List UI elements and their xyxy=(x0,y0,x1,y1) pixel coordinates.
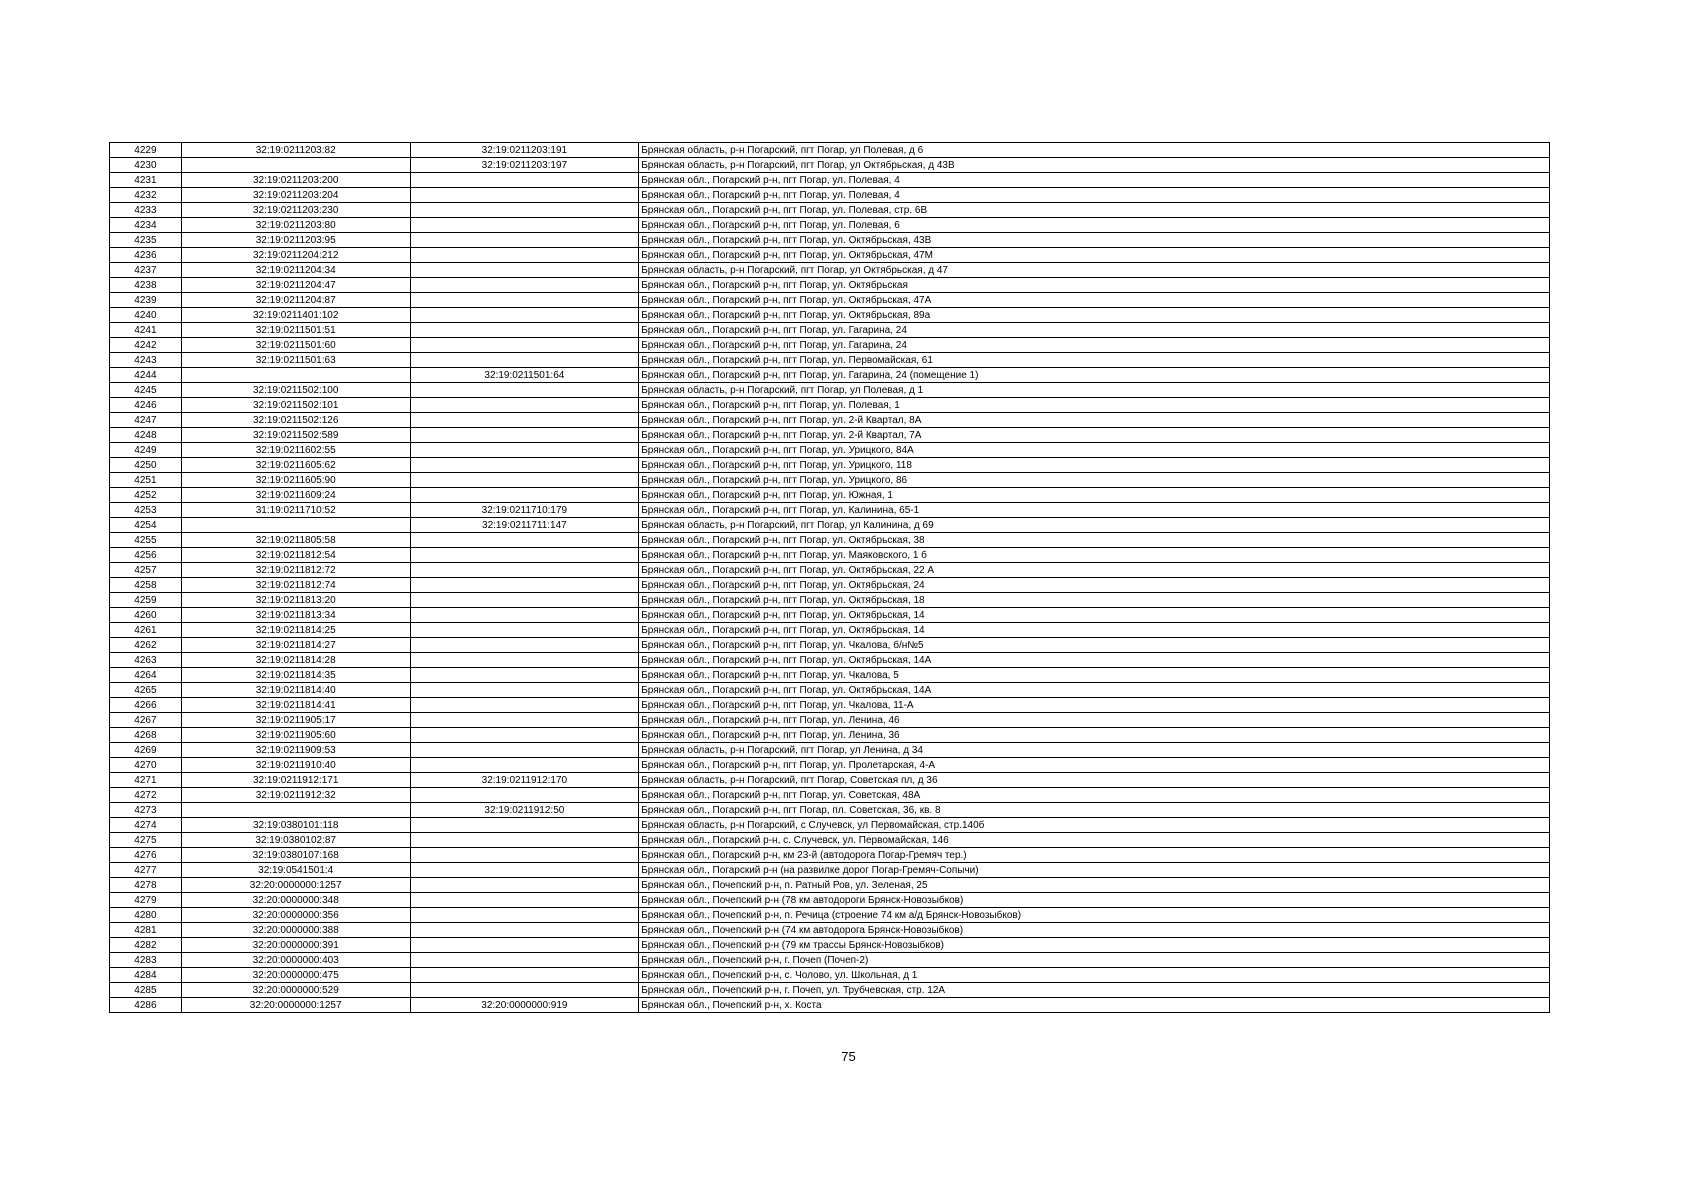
table-row xyxy=(110,698,1550,713)
related-cadastral-number-cell xyxy=(410,443,639,458)
related-cadastral-number-cell xyxy=(410,218,639,233)
table-row xyxy=(110,158,1550,173)
related-cadastral-number-cell: 32:20:0000000:919 xyxy=(410,998,639,1013)
related-cadastral-number-cell xyxy=(410,653,639,668)
related-cadastral-number-cell xyxy=(410,473,639,488)
table-row xyxy=(110,593,1550,608)
table-row xyxy=(110,833,1550,848)
address-cell: Брянская обл., Погарский р-н (на развилке дорог Погар-Гремяч-Сопычи) xyxy=(639,863,1550,878)
cadastral-number-cell: 32:19:0211204:47 xyxy=(181,278,410,293)
address-cell: Брянская обл., Почепский р-н, г. Почеп, ул. Трубчевская, стр. 12А xyxy=(639,983,1550,998)
row-number-cell: 4249 xyxy=(110,443,182,458)
cadastral-number-cell: 32:19:0211905:60 xyxy=(181,728,410,743)
related-cadastral-number-cell: 32:19:0211912:50 xyxy=(410,803,639,818)
row-number-cell: 4254 xyxy=(110,518,182,533)
row-number-cell: 4252 xyxy=(110,488,182,503)
cadastral-number-cell: 32:19:0211501:63 xyxy=(181,353,410,368)
cadastral-number-cell: 32:19:0211814:35 xyxy=(181,668,410,683)
related-cadastral-number-cell xyxy=(410,293,639,308)
related-cadastral-number-cell xyxy=(410,188,639,203)
address-cell: Брянская обл., Погарский р-н, пгт Погар, ул. Октябрьская, 47М xyxy=(639,248,1550,263)
address-cell: Брянская область, р-н Погарский, пгт Погар, ул Ленина, д 34 xyxy=(639,743,1550,758)
table-row xyxy=(110,818,1550,833)
address-cell: Брянская обл., Погарский р-н, пгт Погар, ул. Октябрьская, 14А xyxy=(639,683,1550,698)
address-cell: Брянская обл., Погарский р-н, пгт Погар, ул. Октябрьская, 18 xyxy=(639,593,1550,608)
table-row xyxy=(110,953,1550,968)
row-number-cell: 4277 xyxy=(110,863,182,878)
related-cadastral-number-cell xyxy=(410,308,639,323)
address-cell: Брянская обл., Погарский р-н, пгт Погар, ул. Гагарина, 24 xyxy=(639,338,1550,353)
row-number-cell: 4268 xyxy=(110,728,182,743)
address-cell: Брянская обл., Погарский р-н, пгт Погар, ул. Октябрьская, 22 А xyxy=(639,563,1550,578)
address-cell: Брянская обл., Почепский р-н, п. Ратный Ров, ул. Зеленая, 25 xyxy=(639,878,1550,893)
table-row xyxy=(110,908,1550,923)
cadastral-number-cell: 32:20:0000000:356 xyxy=(181,908,410,923)
address-cell: Брянская обл., Погарский р-н, пгт Погар, ул. Советская, 48А xyxy=(639,788,1550,803)
cadastral-number-cell: 32:19:0211912:32 xyxy=(181,788,410,803)
table-row xyxy=(110,848,1550,863)
table-row xyxy=(110,173,1550,188)
address-cell: Брянская область, р-н Погарский, пгт Погар, ул Полевая, д 6 xyxy=(639,143,1550,158)
table-body xyxy=(110,143,1550,1013)
table-row xyxy=(110,428,1550,443)
related-cadastral-number-cell xyxy=(410,173,639,188)
table-row xyxy=(110,983,1550,998)
cadastral-number-cell: 32:19:0211501:60 xyxy=(181,338,410,353)
related-cadastral-number-cell xyxy=(410,413,639,428)
table-row xyxy=(110,383,1550,398)
related-cadastral-number-cell xyxy=(410,353,639,368)
table-row xyxy=(110,878,1550,893)
table-row xyxy=(110,608,1550,623)
address-cell: Брянская область, р-н Погарский, пгт Погар, ул Полевая, д 1 xyxy=(639,383,1550,398)
address-cell: Брянская обл., Почепский р-н, п. Речица (строение 74 км а/д Брянск-Новозыбков) xyxy=(639,908,1550,923)
table-row xyxy=(110,353,1550,368)
row-number-cell: 4265 xyxy=(110,683,182,698)
related-cadastral-number-cell xyxy=(410,338,639,353)
row-number-cell: 4253 xyxy=(110,503,182,518)
related-cadastral-number-cell xyxy=(410,383,639,398)
table-row xyxy=(110,368,1550,383)
row-number-cell: 4260 xyxy=(110,608,182,623)
cadastral-number-cell xyxy=(181,368,410,383)
address-cell: Брянская обл., Погарский р-н, пгт Погар, ул. Ленина, 36 xyxy=(639,728,1550,743)
related-cadastral-number-cell: 32:19:0211711:147 xyxy=(410,518,639,533)
cadastral-number-cell: 32:19:0211609:24 xyxy=(181,488,410,503)
table-row xyxy=(110,893,1550,908)
related-cadastral-number-cell xyxy=(410,953,639,968)
table-row xyxy=(110,653,1550,668)
address-cell: Брянская обл., Погарский р-н, пгт Погар, ул. Октябрьская xyxy=(639,278,1550,293)
cadastral-number-cell: 32:19:0211605:62 xyxy=(181,458,410,473)
related-cadastral-number-cell xyxy=(410,458,639,473)
cadastral-number-cell: 32:19:0380107:168 xyxy=(181,848,410,863)
related-cadastral-number-cell xyxy=(410,578,639,593)
cadastral-number-cell: 32:19:0211203:200 xyxy=(181,173,410,188)
cadastral-number-cell: 32:19:0211203:95 xyxy=(181,233,410,248)
row-number-cell: 4246 xyxy=(110,398,182,413)
related-cadastral-number-cell xyxy=(410,968,639,983)
address-cell: Брянская обл., Погарский р-н, пгт Погар, ул. Чкалова, 11-А xyxy=(639,698,1550,713)
row-number-cell: 4236 xyxy=(110,248,182,263)
address-cell: Брянская область, р-н Погарский, с Случевск, ул Первомайская, стр.140б xyxy=(639,818,1550,833)
row-number-cell: 4242 xyxy=(110,338,182,353)
related-cadastral-number-cell xyxy=(410,548,639,563)
address-cell: Брянская обл., Погарский р-н, пгт Погар, ул. Октябрьская, 38 xyxy=(639,533,1550,548)
table-row xyxy=(110,458,1550,473)
related-cadastral-number-cell xyxy=(410,683,639,698)
row-number-cell: 4283 xyxy=(110,953,182,968)
cadastral-number-cell: 31:19:0211710:52 xyxy=(181,503,410,518)
cadastral-number-cell: 32:20:0000000:388 xyxy=(181,923,410,938)
table-row xyxy=(110,518,1550,533)
page-number: 75 xyxy=(841,1049,856,1064)
table-row xyxy=(110,203,1550,218)
cadastral-number-cell: 32:19:0211502:100 xyxy=(181,383,410,398)
row-number-cell: 4247 xyxy=(110,413,182,428)
address-cell: Брянская обл., Погарский р-н, пгт Погар, ул. Октябрьская, 24 xyxy=(639,578,1550,593)
table-row xyxy=(110,683,1550,698)
row-number-cell: 4262 xyxy=(110,638,182,653)
cadastral-number-cell: 32:19:0211502:101 xyxy=(181,398,410,413)
cadastral-number-cell: 32:19:0211814:27 xyxy=(181,638,410,653)
related-cadastral-number-cell xyxy=(410,248,639,263)
cadastral-number-cell: 32:19:0380101:118 xyxy=(181,818,410,833)
cadastral-number-cell: 32:20:0000000:529 xyxy=(181,983,410,998)
cadastral-number-cell: 32:19:0211813:34 xyxy=(181,608,410,623)
row-number-cell: 4250 xyxy=(110,458,182,473)
cadastral-number-cell: 32:19:0211203:230 xyxy=(181,203,410,218)
table-row xyxy=(110,533,1550,548)
table-row xyxy=(110,998,1550,1013)
address-cell: Брянская область, р-н Погарский, пгт Погар, ул Октябрьская, д 43В xyxy=(639,158,1550,173)
table-row xyxy=(110,563,1550,578)
table-row xyxy=(110,323,1550,338)
related-cadastral-number-cell xyxy=(410,923,639,938)
cadastral-number-cell: 32:19:0211813:20 xyxy=(181,593,410,608)
related-cadastral-number-cell xyxy=(410,608,639,623)
table-row xyxy=(110,863,1550,878)
table-row xyxy=(110,308,1550,323)
cadastral-number-cell: 32:19:0211204:34 xyxy=(181,263,410,278)
row-number-cell: 4279 xyxy=(110,893,182,908)
related-cadastral-number-cell xyxy=(410,623,639,638)
address-cell: Брянская обл., Погарский р-н, пгт Погар, ул. Маяковского, 1 б xyxy=(639,548,1550,563)
related-cadastral-number-cell xyxy=(410,233,639,248)
cadastral-number-cell: 32:19:0380102:87 xyxy=(181,833,410,848)
table-row xyxy=(110,488,1550,503)
table-row xyxy=(110,623,1550,638)
related-cadastral-number-cell xyxy=(410,863,639,878)
row-number-cell: 4243 xyxy=(110,353,182,368)
cadastral-number-cell xyxy=(181,158,410,173)
address-cell: Брянская обл., Погарский р-н, пгт Погар, ул. Октябрьская, 47А xyxy=(639,293,1550,308)
cadastral-number-cell: 32:19:0211203:80 xyxy=(181,218,410,233)
cadastral-number-cell: 32:19:0211204:212 xyxy=(181,248,410,263)
table-row xyxy=(110,923,1550,938)
related-cadastral-number-cell xyxy=(410,563,639,578)
row-number-cell: 4230 xyxy=(110,158,182,173)
cadastral-number-cell: 32:19:0211204:87 xyxy=(181,293,410,308)
cadastral-number-cell xyxy=(181,803,410,818)
related-cadastral-number-cell xyxy=(410,908,639,923)
table-row xyxy=(110,398,1550,413)
related-cadastral-number-cell xyxy=(410,788,639,803)
cadastral-number-cell: 32:19:0211502:589 xyxy=(181,428,410,443)
address-cell: Брянская обл., Погарский р-н, пгт Погар, пл. Советская, 36, кв. 8 xyxy=(639,803,1550,818)
cadastral-number-cell: 32:19:0211501:51 xyxy=(181,323,410,338)
row-number-cell: 4244 xyxy=(110,368,182,383)
cadastral-number-cell xyxy=(181,518,410,533)
table-row xyxy=(110,413,1550,428)
row-number-cell: 4235 xyxy=(110,233,182,248)
related-cadastral-number-cell: 32:19:0211203:197 xyxy=(410,158,639,173)
related-cadastral-number-cell xyxy=(410,938,639,953)
table-row xyxy=(110,668,1550,683)
related-cadastral-number-cell xyxy=(410,488,639,503)
row-number-cell: 4280 xyxy=(110,908,182,923)
address-cell: Брянская область, р-н Погарский, пгт Погар, ул Октябрьская, д 47 xyxy=(639,263,1550,278)
row-number-cell: 4272 xyxy=(110,788,182,803)
table-row xyxy=(110,968,1550,983)
address-cell: Брянская обл., Погарский р-н, пгт Погар, ул. 2-й Квартал, 7А xyxy=(639,428,1550,443)
row-number-cell: 4282 xyxy=(110,938,182,953)
address-cell: Брянская обл., Погарский р-н, пгт Погар, ул. Урицкого, 86 xyxy=(639,473,1550,488)
row-number-cell: 4284 xyxy=(110,968,182,983)
address-cell: Брянская обл., Погарский р-н, пгт Погар, ул. Ленина, 46 xyxy=(639,713,1550,728)
address-cell: Брянская обл., Погарский р-н, пгт Погар, ул. Урицкого, 84А xyxy=(639,443,1550,458)
row-number-cell: 4267 xyxy=(110,713,182,728)
row-number-cell: 4275 xyxy=(110,833,182,848)
address-cell: Брянская обл., Погарский р-н, пгт Погар, ул. Полевая, 1 xyxy=(639,398,1550,413)
table-row xyxy=(110,248,1550,263)
related-cadastral-number-cell xyxy=(410,848,639,863)
related-cadastral-number-cell: 32:19:0211912:170 xyxy=(410,773,639,788)
address-cell: Брянская обл., Погарский р-н, пгт Погар, ул. Гагарина, 24 xyxy=(639,323,1550,338)
row-number-cell: 4238 xyxy=(110,278,182,293)
row-number-cell: 4264 xyxy=(110,668,182,683)
address-cell: Брянская обл., Погарский р-н, пгт Погар, ул. Полевая, 4 xyxy=(639,188,1550,203)
cadastral-number-cell: 32:19:0211910:40 xyxy=(181,758,410,773)
related-cadastral-number-cell xyxy=(410,878,639,893)
cadastral-number-cell: 32:20:0000000:403 xyxy=(181,953,410,968)
table-row xyxy=(110,503,1550,518)
table-row xyxy=(110,713,1550,728)
related-cadastral-number-cell xyxy=(410,668,639,683)
row-number-cell: 4239 xyxy=(110,293,182,308)
address-cell: Брянская область, р-н Погарский, пгт Погар, ул Калинина, д 69 xyxy=(639,518,1550,533)
related-cadastral-number-cell xyxy=(410,638,639,653)
cadastral-number-cell: 32:19:0211605:90 xyxy=(181,473,410,488)
address-cell: Брянская область, р-н Погарский, пгт Погар, Советская пл, д 36 xyxy=(639,773,1550,788)
table-row xyxy=(110,638,1550,653)
address-cell: Брянская обл., Погарский р-н, пгт Погар, ул. Урицкого, 118 xyxy=(639,458,1550,473)
address-cell: Брянская обл., Погарский р-н, пгт Погар, ул. Первомайская, 61 xyxy=(639,353,1550,368)
related-cadastral-number-cell xyxy=(410,263,639,278)
related-cadastral-number-cell xyxy=(410,533,639,548)
table-row xyxy=(110,293,1550,308)
row-number-cell: 4273 xyxy=(110,803,182,818)
table-row xyxy=(110,278,1550,293)
related-cadastral-number-cell xyxy=(410,758,639,773)
address-cell: Брянская обл., Погарский р-н, пгт Погар, ул. Октябрьская, 14 xyxy=(639,623,1550,638)
data-table xyxy=(109,142,1550,1013)
table-row xyxy=(110,443,1550,458)
row-number-cell: 4257 xyxy=(110,563,182,578)
cadastral-number-cell: 32:19:0211812:54 xyxy=(181,548,410,563)
row-number-cell: 4232 xyxy=(110,188,182,203)
address-cell: Брянская обл., Погарский р-н, пгт Погар, ул. 2-й Квартал, 8А xyxy=(639,413,1550,428)
table-row xyxy=(110,188,1550,203)
table-row xyxy=(110,263,1550,278)
table-row xyxy=(110,773,1550,788)
row-number-cell: 4255 xyxy=(110,533,182,548)
row-number-cell: 4276 xyxy=(110,848,182,863)
table-row xyxy=(110,743,1550,758)
row-number-cell: 4248 xyxy=(110,428,182,443)
related-cadastral-number-cell xyxy=(410,323,639,338)
address-cell: Брянская обл., Почепский р-н, с. Чолово, ул. Школьная, д 1 xyxy=(639,968,1550,983)
related-cadastral-number-cell xyxy=(410,833,639,848)
cadastral-number-cell: 32:19:0211203:82 xyxy=(181,143,410,158)
related-cadastral-number-cell xyxy=(410,713,639,728)
table-row xyxy=(110,338,1550,353)
row-number-cell: 4269 xyxy=(110,743,182,758)
address-cell: Брянская обл., Погарский р-н, пгт Погар, ул. Полевая, 6 xyxy=(639,218,1550,233)
row-number-cell: 4261 xyxy=(110,623,182,638)
cadastral-number-cell: 32:19:0211203:204 xyxy=(181,188,410,203)
table-row xyxy=(110,143,1550,158)
address-cell: Брянская обл., Погарский р-н, км 23-й (автодорога Погар-Гремяч тер.) xyxy=(639,848,1550,863)
table-row xyxy=(110,233,1550,248)
row-number-cell: 4278 xyxy=(110,878,182,893)
cadastral-number-cell: 32:19:0211812:74 xyxy=(181,578,410,593)
cadastral-number-cell: 32:19:0211602:55 xyxy=(181,443,410,458)
cadastral-number-cell: 32:19:0211805:58 xyxy=(181,533,410,548)
address-cell: Брянская обл., Погарский р-н, с. Случевск, ул. Первомайская, 146 xyxy=(639,833,1550,848)
cadastral-number-cell: 32:19:0211905:17 xyxy=(181,713,410,728)
address-cell: Брянская обл., Погарский р-н, пгт Погар, ул. Калинина, 65-1 xyxy=(639,503,1550,518)
address-cell: Брянская обл., Погарский р-н, пгт Погар, ул. Октябрьская, 89а xyxy=(639,308,1550,323)
row-number-cell: 4271 xyxy=(110,773,182,788)
row-number-cell: 4274 xyxy=(110,818,182,833)
address-cell: Брянская обл., Погарский р-н, пгт Погар, ул. Чкалова, б/н№5 xyxy=(639,638,1550,653)
related-cadastral-number-cell xyxy=(410,428,639,443)
cadastral-number-cell: 32:20:0000000:475 xyxy=(181,968,410,983)
address-cell: Брянская обл., Погарский р-н, пгт Погар, ул. Октябрьская, 14 xyxy=(639,608,1550,623)
related-cadastral-number-cell xyxy=(410,728,639,743)
row-number-cell: 4240 xyxy=(110,308,182,323)
row-number-cell: 4229 xyxy=(110,143,182,158)
address-cell: Брянская обл., Погарский р-н, пгт Погар, ул. Чкалова, 5 xyxy=(639,668,1550,683)
related-cadastral-number-cell xyxy=(410,593,639,608)
row-number-cell: 4266 xyxy=(110,698,182,713)
row-number-cell: 4234 xyxy=(110,218,182,233)
table-row xyxy=(110,803,1550,818)
related-cadastral-number-cell: 32:19:0211710:179 xyxy=(410,503,639,518)
table-row xyxy=(110,548,1550,563)
address-cell: Брянская обл., Погарский р-н, пгт Погар, ул. Полевая, 4 xyxy=(639,173,1550,188)
cadastral-number-cell: 32:19:0211502:126 xyxy=(181,413,410,428)
related-cadastral-number-cell xyxy=(410,983,639,998)
row-number-cell: 4281 xyxy=(110,923,182,938)
related-cadastral-number-cell xyxy=(410,698,639,713)
row-number-cell: 4285 xyxy=(110,983,182,998)
related-cadastral-number-cell xyxy=(410,818,639,833)
related-cadastral-number-cell xyxy=(410,203,639,218)
table-row xyxy=(110,728,1550,743)
cadastral-number-cell: 32:19:0211814:28 xyxy=(181,653,410,668)
related-cadastral-number-cell xyxy=(410,743,639,758)
address-cell: Брянская обл., Погарский р-н, пгт Погар, ул. Пролетарская, 4-А xyxy=(639,758,1550,773)
address-cell: Брянская обл., Почепский р-н (74 км автодорога Брянск-Новозыбков) xyxy=(639,923,1550,938)
row-number-cell: 4270 xyxy=(110,758,182,773)
related-cadastral-number-cell: 32:19:0211501:64 xyxy=(410,368,639,383)
row-number-cell: 4233 xyxy=(110,203,182,218)
row-number-cell: 4258 xyxy=(110,578,182,593)
table-row xyxy=(110,938,1550,953)
cadastral-number-cell: 32:19:0541501:4 xyxy=(181,863,410,878)
address-cell: Брянская обл., Почепский р-н, х. Коста xyxy=(639,998,1550,1013)
related-cadastral-number-cell xyxy=(410,278,639,293)
row-number-cell: 4256 xyxy=(110,548,182,563)
related-cadastral-number-cell xyxy=(410,893,639,908)
cadastral-number-cell: 32:19:0211814:40 xyxy=(181,683,410,698)
table-row xyxy=(110,758,1550,773)
address-cell: Брянская обл., Погарский р-н, пгт Погар, ул. Октябрьская, 43В xyxy=(639,233,1550,248)
table-row xyxy=(110,218,1550,233)
cadastral-number-cell: 32:20:0000000:1257 xyxy=(181,878,410,893)
cadastral-number-cell: 32:19:0211812:72 xyxy=(181,563,410,578)
address-cell: Брянская обл., Почепский р-н (78 км автодороги Брянск-Новозыбков) xyxy=(639,893,1550,908)
address-cell: Брянская обл., Почепский р-н, г. Почеп (Почеп-2) xyxy=(639,953,1550,968)
cadastral-number-cell: 32:20:0000000:348 xyxy=(181,893,410,908)
row-number-cell: 4231 xyxy=(110,173,182,188)
address-cell: Брянская обл., Погарский р-н, пгт Погар, ул. Полевая, стр. 6В xyxy=(639,203,1550,218)
row-number-cell: 4241 xyxy=(110,323,182,338)
address-cell: Брянская обл., Погарский р-н, пгт Погар, ул. Гагарина, 24 (помещение 1) xyxy=(639,368,1550,383)
row-number-cell: 4237 xyxy=(110,263,182,278)
row-number-cell: 4251 xyxy=(110,473,182,488)
address-cell: Брянская обл., Погарский р-н, пгт Погар, ул. Октябрьская, 14А xyxy=(639,653,1550,668)
cadastral-number-cell: 32:19:0211401:102 xyxy=(181,308,410,323)
table-row xyxy=(110,473,1550,488)
table-row xyxy=(110,788,1550,803)
row-number-cell: 4245 xyxy=(110,383,182,398)
address-cell: Брянская обл., Погарский р-н, пгт Погар, ул. Южная, 1 xyxy=(639,488,1550,503)
cadastral-number-cell: 32:19:0211814:41 xyxy=(181,698,410,713)
cadastral-number-cell: 32:19:0211912:171 xyxy=(181,773,410,788)
row-number-cell: 4286 xyxy=(110,998,182,1013)
cadastral-number-cell: 32:20:0000000:1257 xyxy=(181,998,410,1013)
table-row xyxy=(110,578,1550,593)
related-cadastral-number-cell: 32:19:0211203:191 xyxy=(410,143,639,158)
cadastral-number-cell: 32:19:0211909:53 xyxy=(181,743,410,758)
address-cell: Брянская обл., Почепский р-н (79 км трассы Брянск-Новозыбков) xyxy=(639,938,1550,953)
cadastral-number-cell: 32:19:0211814:25 xyxy=(181,623,410,638)
row-number-cell: 4259 xyxy=(110,593,182,608)
related-cadastral-number-cell xyxy=(410,398,639,413)
row-number-cell: 4263 xyxy=(110,653,182,668)
cadastral-number-cell: 32:20:0000000:391 xyxy=(181,938,410,953)
